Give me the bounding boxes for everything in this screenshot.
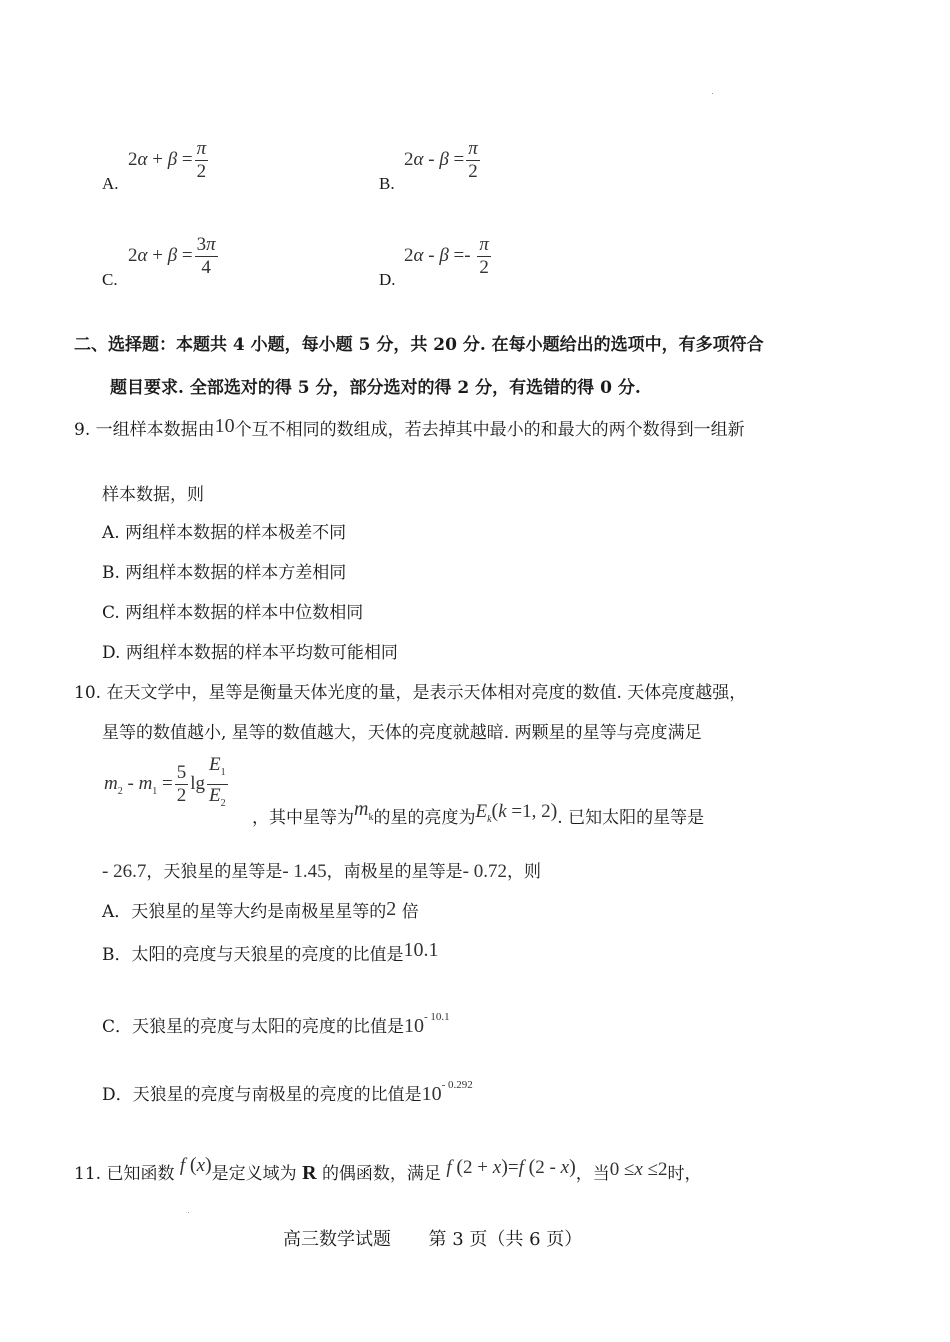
question-number: 9. (74, 420, 91, 440)
domain-condition: 0 ≤x ≤2 (609, 1159, 668, 1180)
section-heading-line1: 二、选择题：本题共 4 小题，每小题 5 分，共 20 分. 在每小题给出的选项中，有多项符合 (74, 335, 764, 355)
question-number: 10. (74, 683, 102, 703)
question-9-option-b: B. 两组样本数据的样本方差相同 (102, 563, 347, 583)
polaris-magnitude: - 0.72 (462, 861, 507, 882)
question-number: 11. (74, 1164, 102, 1184)
option-d-label: D. (379, 270, 396, 289)
sun-magnitude: - 26.7 (102, 861, 147, 882)
question-text: 个互不相同的数组成，若去掉其中最小的和最大的两个数得到一组新 (234, 420, 745, 440)
question-10-option-d: D．天狼星的亮度与南极星的亮度的比值是$10^{- 0.292}$ (102, 1079, 473, 1105)
symmetry-condition: f (2 + x)=f (2 - x) (446, 1156, 576, 1178)
question-10-option-b: B．太阳的亮度与天狼星的亮度的比值是10.1 (102, 939, 439, 965)
magnitude-symbol: $m_k$ (354, 798, 374, 823)
magnitude-formula: $m_2 - m_1$ = $\frac{5}{2}$ lg $\frac{E_1}{E_2}$ (104, 754, 226, 809)
option-b-label: B. (379, 174, 395, 193)
question-10-line4: - 26.7，天狼星的星等是- 1.45，南极星的星等是- 0.72，则 (102, 861, 541, 882)
option-c-expression: 2α + β = $\frac{3\pi}{4}$ (128, 234, 216, 278)
question-10-line2: 星等的数值越小, 星等的数值越大，天体的亮度就越暗. 两颗星的星等与亮度满足 (102, 723, 702, 743)
question-text: 在天文学中，星等是衡量天体光度的量，是表示天体相对亮度的数值. 天体亮度越强， (106, 683, 747, 703)
footer (283, 1225, 582, 1251)
section-heading-line2: 题目要求. 全部选对的得 5 分，部分选对的得 2 分，有选错的得 0 分. (110, 378, 641, 398)
option-a-label: A. (102, 174, 119, 193)
question-10-line3: ，其中星等为$m_k$的星的亮度为$E_k(k =1$, 2). 已知太阳的星等是 (252, 798, 705, 828)
function-fx: f (x) (179, 1154, 212, 1176)
question-10-line1 (74, 678, 746, 703)
question-9-line1 (74, 415, 745, 440)
option-c-label: C. (102, 270, 118, 289)
option-d-expression: 2α - β =- $\frac{\pi}{2}$ (404, 234, 489, 278)
question-10-option-a: A．天狼星的星等大约是南极星星等的2 倍 (102, 898, 419, 922)
question-10-option-c: C．天狼星的亮度与太阳的亮度的比值是$10^{- 10.1}$ (102, 1011, 450, 1037)
question-9-option-c: C. 两组样本数据的样本中位数相同 (102, 603, 364, 623)
question-9-line2: 样本数据，则 (102, 485, 204, 505)
question-11-line1: 11. 已知函数 f (x)是定义域为 R 的偶函数，满足 f (2 + x)=f (2 - x)，当0 ≤x ≤2时， (74, 1154, 702, 1184)
question-9-option-d: D. 两组样本数据的样本平均数可能相同 (102, 643, 398, 663)
option-a-expression: 2α + β = $\frac{\pi}{2}$ (128, 138, 207, 182)
sirius-magnitude: - 1.45 (282, 861, 327, 882)
question-text: 一组样本数据由 (95, 420, 215, 440)
real-numbers-symbol: R (302, 1162, 317, 1184)
option-b-expression: 2α - β = $\frac{\pi}{2}$ (404, 138, 478, 182)
page-indicator: 第 3 页（共 6 页） (428, 1229, 583, 1250)
brightness-symbol: $E_k(k =1$, 2) (475, 800, 558, 825)
question-9-option-a: A. 两组样本数据的样本极差不同 (102, 523, 347, 543)
sample-count: 10 (214, 415, 235, 437)
footer-title: 高三数学试题 (283, 1229, 391, 1250)
